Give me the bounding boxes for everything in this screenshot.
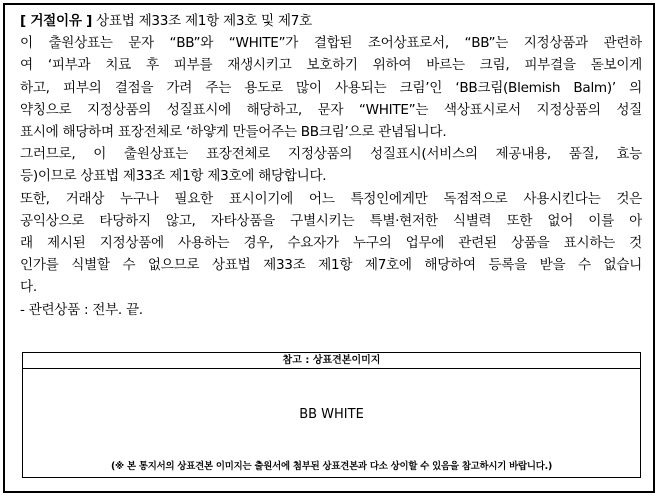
paragraph-1-line: 하고, 피부의 결점을 가려 주는 용도로 많이 사용되는 크림’인 ‘BB크림(Blemish Balm)’ 의 [20, 79, 642, 96]
rejection-heading-label: [ 거절이유 ] [20, 13, 93, 29]
sample-box-footnote: (※ 본 통지서의 상표견본 이미지는 출원서에 첨부된 상표견본과 다소 상이할 수 있음을 참고하시기 바랍니다.) [110, 461, 553, 472]
paragraph-1-line: 표시에 해당하며 표장전체로 ‘하얗게 만들어주는 BB크림’으로 관념됩니다. [20, 124, 447, 141]
paragraph-1-line: 여 ‘피부과 치료 후 피부를 재생시키고 보호하기 위하여 바르는 크림, 피부결을 돋보이게 [20, 57, 642, 74]
sample-box-title: 참고 : 상표견본이미지 [282, 355, 381, 366]
paragraph-2-line: 등)이므로 상표법 제33조 제1항 제3호에 해당합니다. [20, 168, 327, 185]
rejection-body [20, 32, 642, 321]
rejection-document [20, 10, 642, 321]
paragraph-3-line: 또한, 거래상 누구나 필요한 표시이기에 어느 특정인에게만 독점적으로 사용시킨다는 것은 [20, 190, 642, 207]
sample-box-divider [23, 368, 640, 369]
trademark-sample-box [22, 352, 641, 478]
paragraph-4-line: - 관련상품 : 전부. 끝. [20, 301, 143, 318]
paragraph-3-line: 공익상으로 타당하지 않고, 자타상품을 구별시키는 특별·현저한 식별력 또한 없어 이를 아 [20, 212, 642, 229]
rejection-heading [20, 10, 642, 32]
paragraph-1-line: 약칭으로 지정상품의 성질표시에 해당하고, 문자 “WHITE”는 색상표시로서 지정상품의 성질 [20, 101, 642, 118]
paragraph-3-line: 다. [20, 279, 37, 296]
rejection-heading-text: 상표법 제33조 제1항 제3호 및 제7호 [92, 13, 312, 29]
paragraph-1-line: 이 출원상표는 문자 “BB”와 “WHITE”가 결합된 조어상표로서, “BB”는 지정상품과 관련하 [20, 35, 642, 52]
paragraph-3-line: 인가를 식별할 수 없으므로 상표법 제33조 제1항 제7호에 해당하여 등록을 받을 수 없습니 [20, 257, 642, 274]
paragraph-2-line: 그러므로, 이 출원상표는 표장전체로 지정상품의 성질표시(서비스의 제공내용, 품질, 효능 [20, 146, 642, 163]
paragraph-3-line: 래 제시된 지정상품에 사용하는 경우, 수요자가 누구의 업무에 관련된 상품을 표시하는 것 [20, 235, 642, 252]
trademark-sample-text: BB WHITE [299, 407, 364, 422]
